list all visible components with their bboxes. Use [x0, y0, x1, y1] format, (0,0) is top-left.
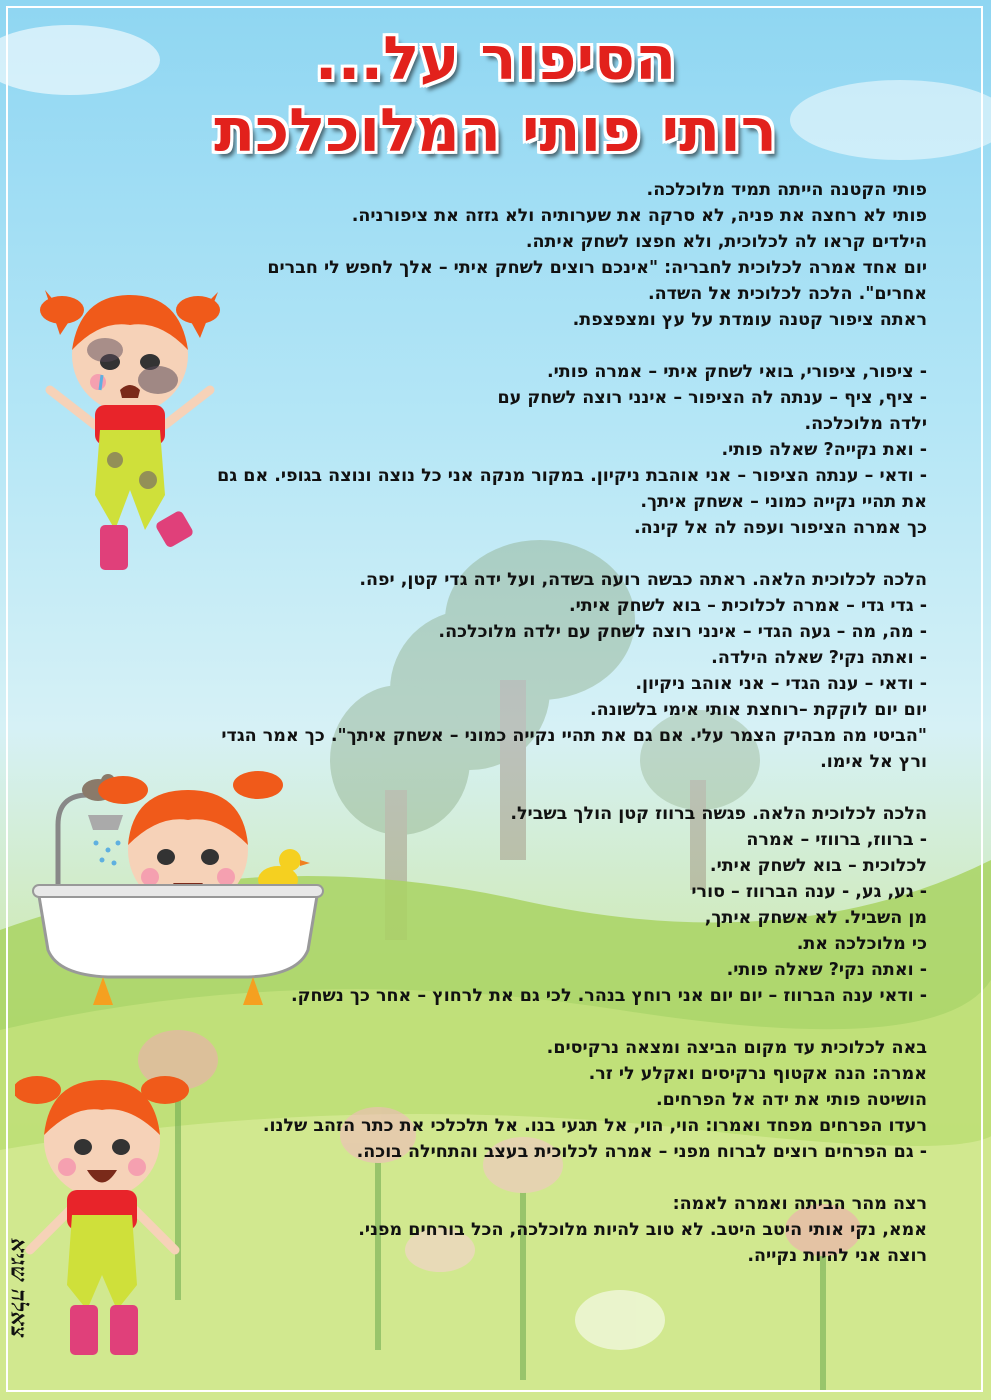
- story-line: רצה מהר הביתה ואמרה לאמה:: [672, 1194, 927, 1214]
- story-line: פותי לא רחצה את פניה, לא סרקה את שערותיה ולא גזזה את ציפורניה.: [351, 206, 927, 226]
- story-line: [217, 1009, 927, 1035]
- story-line: - ודאי – ענתה הציפור – אני אוהבת ניקיון. במקור מנקה אני כל נוצה ונוצה בגופי. אם גם: [217, 466, 927, 486]
- story-line: רעדו הפרחים מפחד ואמרו: הוי, הוי, אל תגעי בנו. אל תלכלכי את כתר הזהב שלנו.: [262, 1116, 927, 1136]
- story-line: באה לכלוכית עד מקום הביצה ומצאה נרקיסים.: [546, 1038, 927, 1058]
- story-line: - מה, מה – געה הגדי – אינני רוצה לשחק עם ילדה מלוכלכה.: [438, 622, 927, 642]
- story-line: הושיטה פותי את ידה אל הפרחים.: [655, 1090, 927, 1110]
- story-line: הלכה לכלוכית הלאה. ראתה כבשה רועה בשדה, ועל ידה גדי קטן, יפה.: [359, 570, 927, 590]
- story-line: ילדה מלוכלכה.: [804, 414, 927, 434]
- story-line: [217, 333, 927, 359]
- story-line: - ודאי – ענה הגדי – אני אוהב ניקיון.: [635, 674, 927, 694]
- story-text: [217, 177, 927, 1269]
- story-line: - ואתה נקי? שאלה הילדה.: [711, 648, 927, 668]
- story-line: ראתה ציפור קטנה עומדת על עץ ומצפצפת.: [572, 310, 927, 330]
- story-line: את תהיי נקייה כמוני – אשחק איתך.: [640, 492, 927, 512]
- story-line: אמא, נקי אותי היטב היטב. לא טוב להיות מלוכלכה, הכל בורחים מפני.: [358, 1220, 927, 1240]
- story-line: - ציפור, ציפורי, בואי לשחק איתי – אמרה פותי.: [546, 362, 927, 382]
- story-line: כי מלוכלכה את.: [796, 934, 927, 954]
- story-line: כך אמרה הציפור ועפה לה אל קינה.: [634, 518, 927, 538]
- story-line: אחרים". הלכה לכלוכית אל השדה.: [647, 284, 927, 304]
- story-line: - ואת נקייה? שאלה פותי.: [721, 440, 927, 460]
- story-line: [217, 541, 927, 567]
- story-line: [217, 1165, 927, 1191]
- story-line: יום אחד אמרה לכלוכית לחבריה: "אינכם רוצים לשחק איתי – אלך לחפש לי חברים: [267, 258, 927, 278]
- story-line: - גע, גע, - ענה הברווז – סורי: [691, 882, 927, 902]
- story-line: רוצה אני להיות נקייה.: [747, 1246, 927, 1266]
- story-line: - גדי גדי – אמרה לכלוכית – בוא לשחק איתי.: [568, 596, 927, 616]
- title-line-2: רותי פותי המלוכלכת: [214, 96, 777, 166]
- dirty-girl-illustration: [40, 280, 220, 580]
- author-signature: צאלה שגיא: [5, 1238, 32, 1338]
- story-line: - גם הפרחים רוצים לברוח מפני – אמרה לכלוכית בעצב והתחילה בוכה.: [356, 1142, 927, 1162]
- story-line: - ודאי ענה הברווז – יום יום אני רוחץ בנהר. לכי גם את לרחוץ – אחר כך נשחק.: [291, 986, 927, 1006]
- story-line: [217, 775, 927, 801]
- story-line: - ואתה נקי? שאלה פותי.: [726, 960, 927, 980]
- story-line: לכלוכית – בוא לשחק איתי.: [709, 856, 927, 876]
- story-line: יום יום לוקקת –רוחצת אותי אימי בלשונה.: [590, 700, 927, 720]
- story-line: אמרה: הנה אקטוף נרקיסים ואקלע לי זר.: [588, 1064, 927, 1084]
- story-line: הלכה לכלוכית הלאה. פגשה ברווז קטן הולך בשביל.: [510, 804, 927, 824]
- story-line: הילדים קראו לה לכלוכית, ולא חפצו לשחק איתה.: [525, 232, 927, 252]
- title-line-1: הסיפור על...: [314, 24, 677, 94]
- story-line: "הביטי מה מבהיק הצמר עלי. אם גם את תהיי נקייה כמוני – אשחק איתך". כך אמר הגדי: [221, 726, 927, 746]
- story-line: פותי הקטנה הייתה תמיד מלוכלכה.: [646, 180, 927, 200]
- story-line: - ברווז, ברווזי – אמרה: [746, 830, 927, 850]
- story-line: - ציף, ציף – ענתה לה הציפור – אינני רוצה לשחק עם: [497, 388, 927, 408]
- story-line: מן השביל. לא אשחק איתך,: [704, 908, 927, 928]
- story-line: ורץ אל אימו.: [820, 752, 927, 772]
